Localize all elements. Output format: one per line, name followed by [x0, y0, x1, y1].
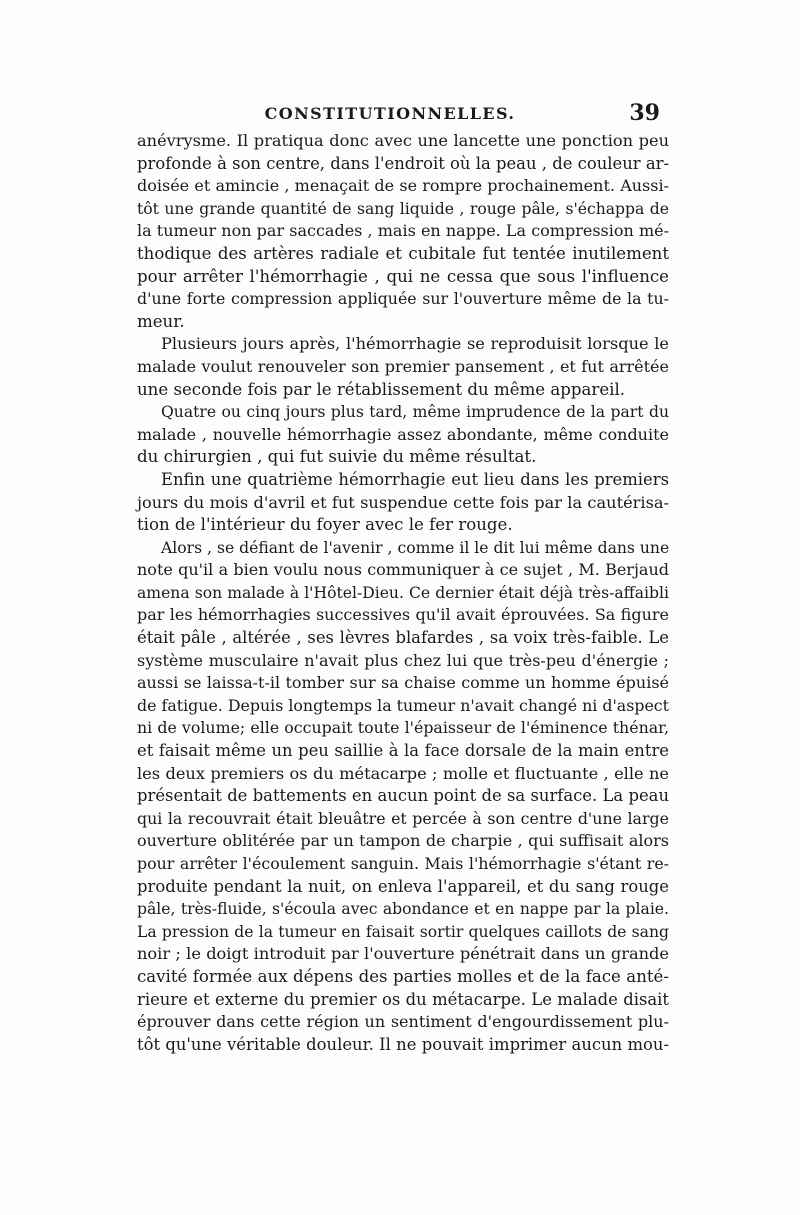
text-line: Enfin une quatrième hémorrhagie eut lieu dans les premiers — [161, 469, 669, 489]
text-line: était pâle , altérée , ses lèvres blafardes , sa voix très-faible. Le — [137, 628, 669, 648]
text-line: anévrysme. Il pratiqua donc avec une lancette une ponction peu — [137, 131, 669, 150]
text-line: profonde à son centre, dans l'endroit où la peau , de couleur ar- — [137, 153, 669, 173]
text-line: de fatigue. Depuis longtemps la tumeur n'avait changé ni d'aspect — [137, 695, 669, 715]
text-line: Plusieurs jours après, l'hémorrhagie se reproduisit lorsque le — [161, 334, 669, 354]
text-line: qui la recouvrait était bleuâtre et percée à son centre d'une large — [137, 808, 669, 828]
text-line: pour arrêter l'écoulement sanguin. Mais l'hémorrhagie s'étant re- — [137, 854, 669, 873]
text-line: présentait de battements en aucun point de sa surface. La peau — [137, 786, 669, 806]
text-line: meur. — [137, 311, 185, 331]
text-line: La pression de la tumeur en faisait sortir quelques caillots de sang — [137, 922, 669, 941]
page-number: 39 — [629, 100, 660, 126]
running-head-title: CONSTITUTIONNELLES. — [264, 104, 516, 123]
text-line: tôt qu'une véritable douleur. Il ne pouvait imprimer aucun mou- — [137, 1034, 669, 1054]
text-line: Alors , se défiant de l'avenir , comme il le dit lui même dans une — [161, 538, 670, 557]
text-line: système musculaire n'avait plus chez lui que très-peu d'énergie ; — [137, 650, 669, 670]
body-text — [137, 130, 669, 1056]
text-line: pour arrêter l'hémorrhagie , qui ne cessa que sous l'influence — [137, 266, 669, 286]
text-line: note qu'il a bien voulu nous communiquer à ce sujet , M. Berjaud — [137, 560, 669, 580]
text-line: amena son malade à l'Hôtel-Dieu. Ce dernier était déjà très-affaibli — [137, 583, 669, 602]
text-line: Quatre ou cinq jours plus tard, même imprudence de la part du — [161, 403, 669, 422]
text-line: tion de l'intérieur du foyer avec le fer rouge. — [137, 515, 513, 535]
text-line: une seconde fois par le rétablissement du même appareil. — [137, 379, 626, 399]
text-line: les deux premiers os du métacarpe ; molle et fluctuante , elle ne — [137, 763, 669, 783]
text-line: thodique des artères radiale et cubitale fut tentée inutilement — [137, 243, 669, 263]
text-line: la tumeur non par saccades , mais en nappe. La compression mé- — [137, 221, 669, 241]
text-line: produite pendant la nuit, on enleva l'appareil, et du sang rouge — [137, 876, 669, 896]
text-line: ni de volume; elle occupait toute l'épaisseur de l'éminence thénar, — [137, 718, 669, 738]
text-line: du chirurgien , qui fut suivie du même résultat. — [137, 447, 537, 467]
text-line: ouverture oblitérée par un tampon de charpie , qui suffisait alors — [137, 831, 669, 851]
running-head — [140, 100, 660, 130]
text-line: cavité formée aux dépens des parties molles et de la face anté- — [137, 966, 669, 986]
text-line: par les hémorrhagies successives qu'il avait éprouvées. Sa figure — [137, 605, 669, 625]
text-line: malade voulut renouveler son premier pansement , et fut arrêtée — [137, 356, 669, 376]
text-line: pâle, très-fluide, s'écoula avec abondance et en nappe par la plaie. — [137, 900, 669, 919]
text-line: rieure et externe du premier os du métacarpe. Le malade disait — [137, 989, 669, 1009]
text-line: tôt une grande quantité de sang liquide , rouge pâle, s'échappa de — [137, 199, 669, 218]
text-line: aussi se laissa-t-il tomber sur sa chaise comme un homme épuisé — [137, 673, 669, 693]
text-line: et faisait même un peu saillie à la face dorsale de la main entre — [137, 741, 669, 761]
text-line: malade , nouvelle hémorrhagie assez abondante, même conduite — [137, 424, 669, 444]
text-line: noir ; le doigt introduit par l'ouverture pénétrait dans un grande — [137, 944, 669, 964]
text-line: éprouver dans cette région un sentiment d'engourdissement plu- — [137, 1012, 669, 1032]
text-line: jours du mois d'avril et fut suspendue cette fois par la cautérisa- — [137, 492, 669, 512]
text-line: d'une forte compression appliquée sur l'ouverture même de la tu- — [137, 289, 669, 309]
text-line: doisée et amincie , menaçait de se rompre prochainement. Aussi- — [137, 176, 669, 196]
